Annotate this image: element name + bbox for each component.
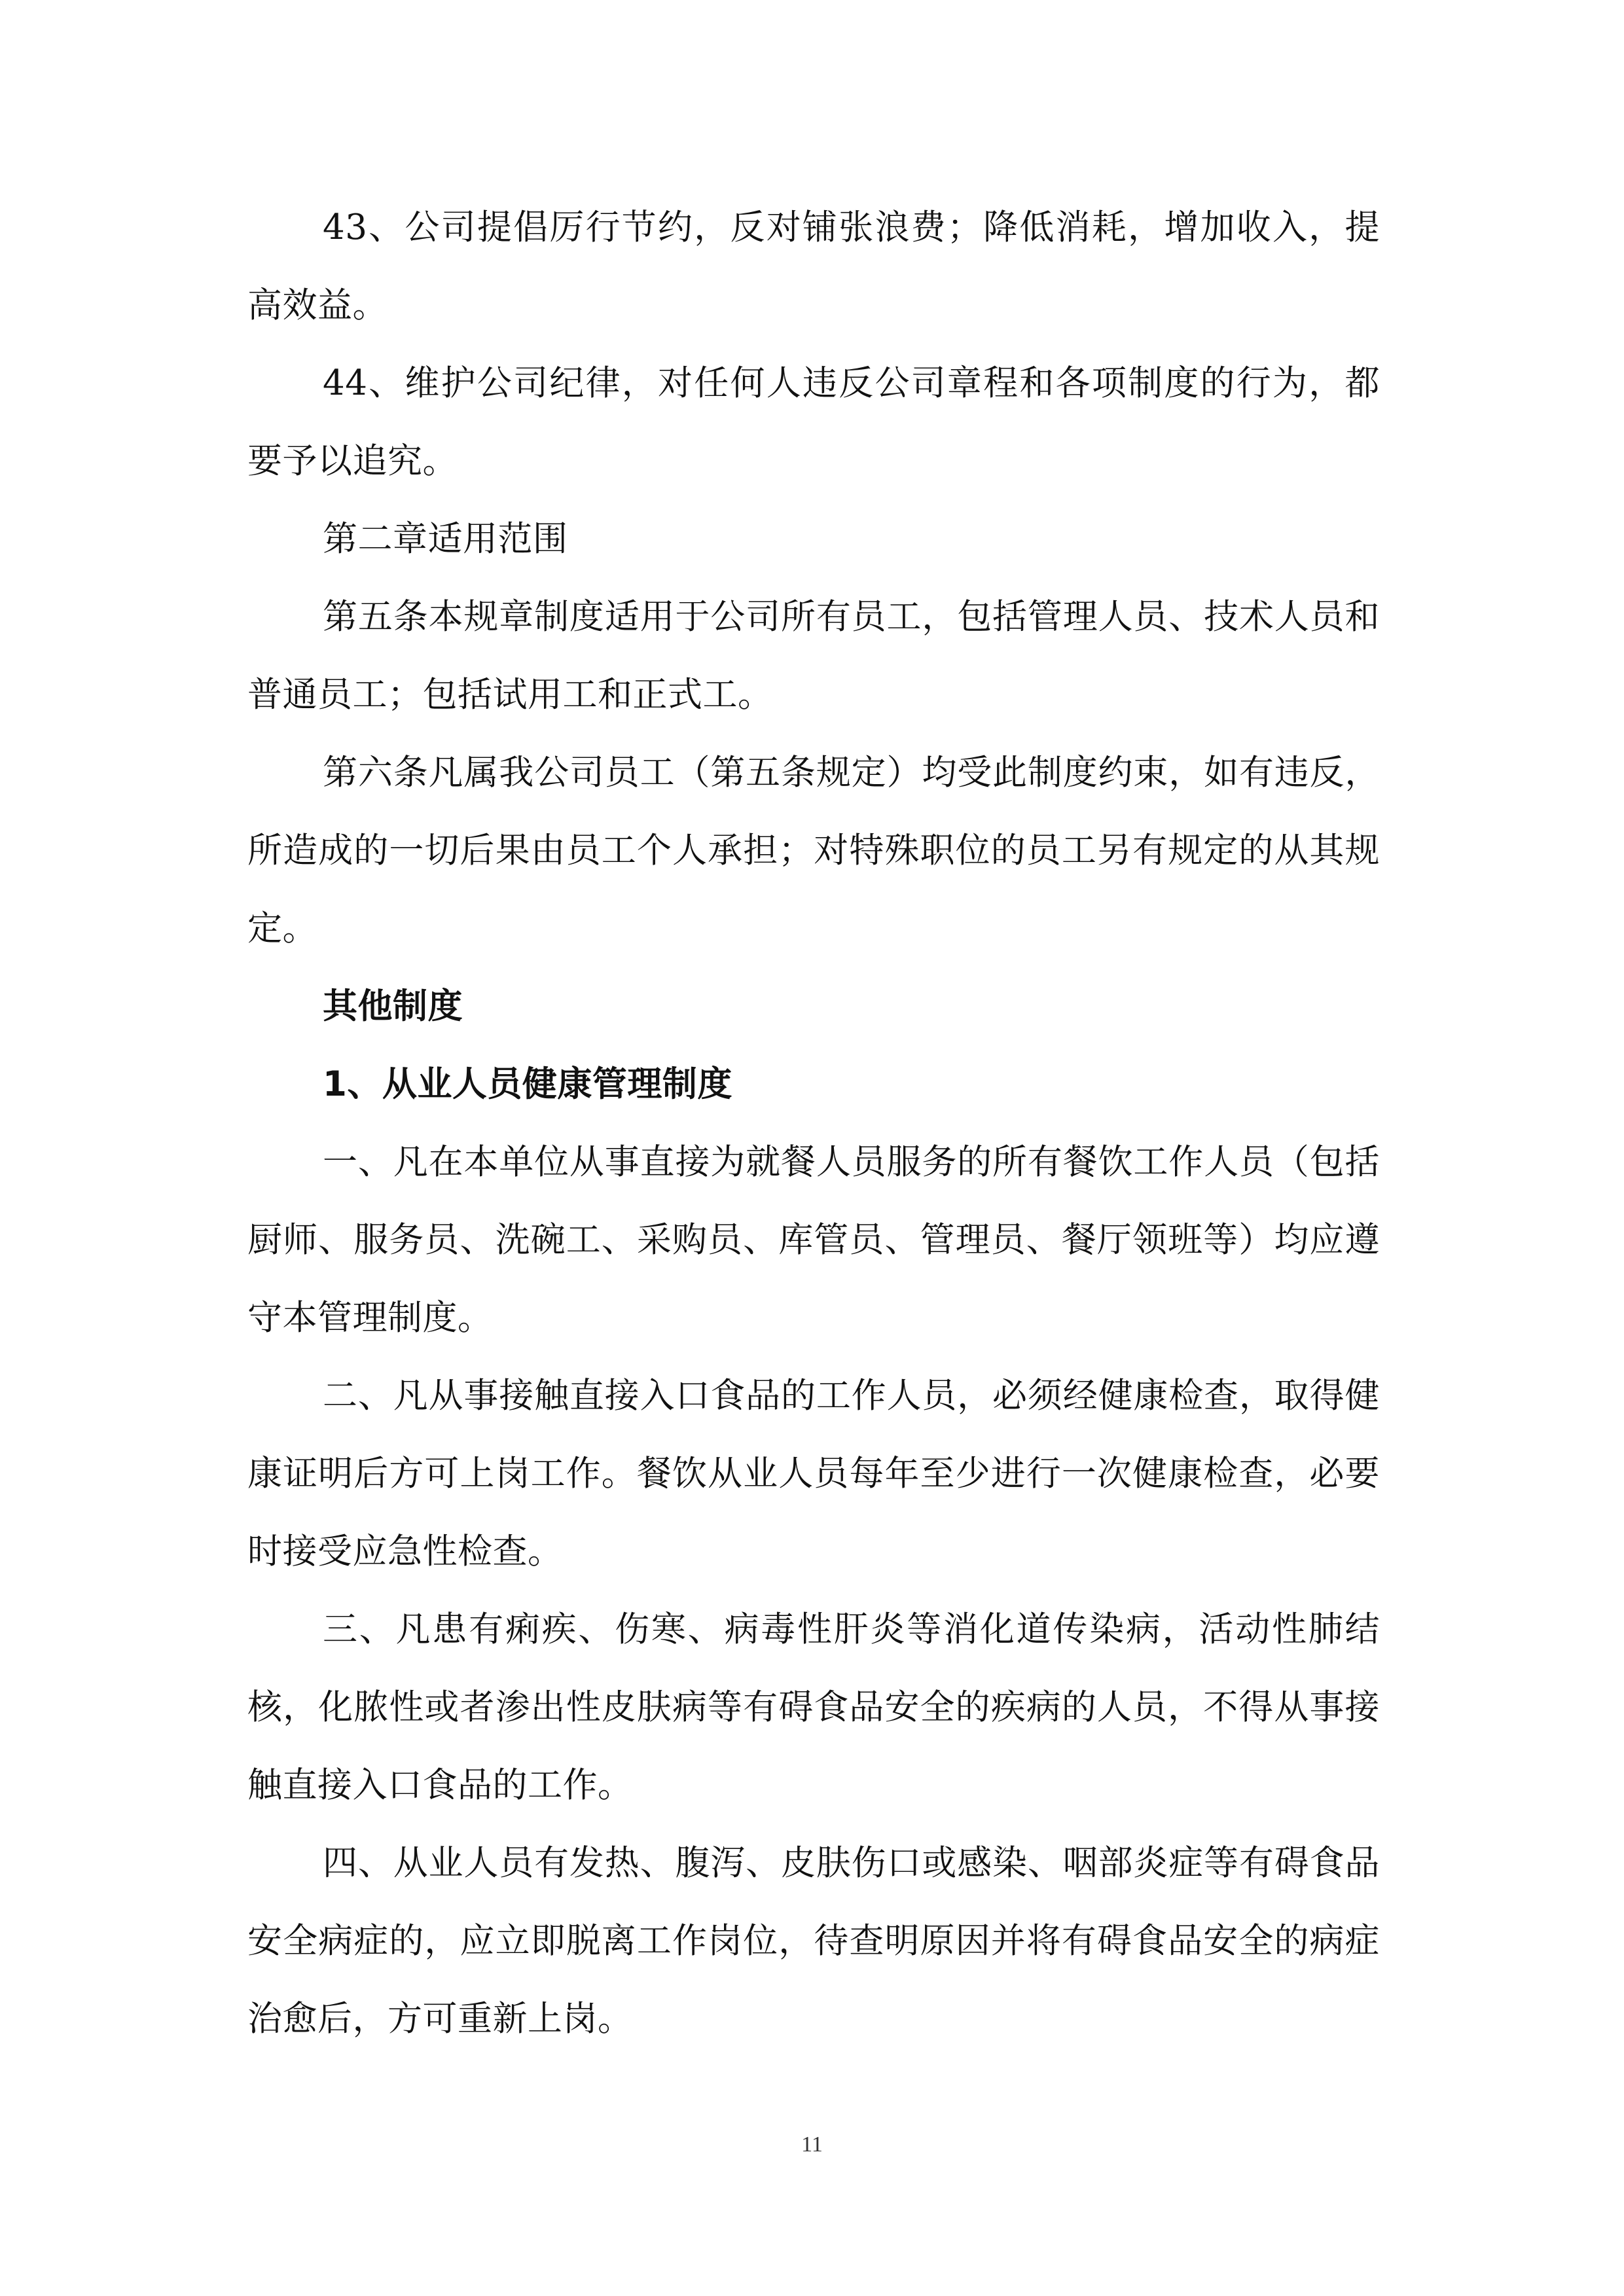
- subsection-heading-health-management: 1、从业人员健康管理制度: [323, 1064, 732, 1104]
- article-5-paragraph: 第五条本规章制度适用于公司所有员工，包括管理人员、技术人员和普通员工；包括试用工和正式工。: [247, 597, 1380, 715]
- paragraph-44-discipline: 44、维护公司纪律，对任何人违反公司章程和各项制度的行为，都要予以追究。: [247, 363, 1380, 481]
- health-rule-4-paragraph: 四、从业人员有发热、腹泻、皮肤伤口或感染、咽部炎症等有碍食品安全病症的，应立即脱离工作岗位，待查明原因并将有碍食品安全的病症治愈后，方可重新上岗。: [247, 1843, 1380, 2039]
- chapter-heading-scope: 第二章适用范围: [323, 519, 568, 559]
- health-rule-1-paragraph: 一、凡在本单位从事直接为就餐人员服务的所有餐饮工作人员（包括厨师、服务员、洗碗工、采购员、库管员、管理员、餐厅领班等）均应遵守本管理制度。: [247, 1142, 1380, 1338]
- article-6-paragraph: 第六条凡属我公司员工（第五条规定）均受此制度约束，如有违反，所造成的一切后果由员工个人承担；对特殊职位的员工另有规定的从其规定。: [247, 753, 1380, 948]
- section-heading-other-rules: 其他制度: [323, 986, 463, 1026]
- page-number: 11: [801, 2132, 823, 2157]
- document-page: [247, 188, 1380, 2058]
- paragraph-43-frugality: 43、公司提倡厉行节约，反对铺张浪费；降低消耗，增加收入，提高效益。: [247, 207, 1380, 325]
- health-rule-2-paragraph: 二、凡从事接触直接入口食品的工作人员，必须经健康检查，取得健康证明后方可上岗工作。餐饮从业人员每年至少进行一次健康检查，必要时接受应急性检查。: [247, 1376, 1380, 1571]
- health-rule-3-paragraph: 三、凡患有痢疾、伤寒、病毒性肝炎等消化道传染病，活动性肺结核，化脓性或者渗出性皮肤病等有碍食品安全的疾病的人员，不得从事接触直接入口食品的工作。: [247, 1609, 1380, 1805]
